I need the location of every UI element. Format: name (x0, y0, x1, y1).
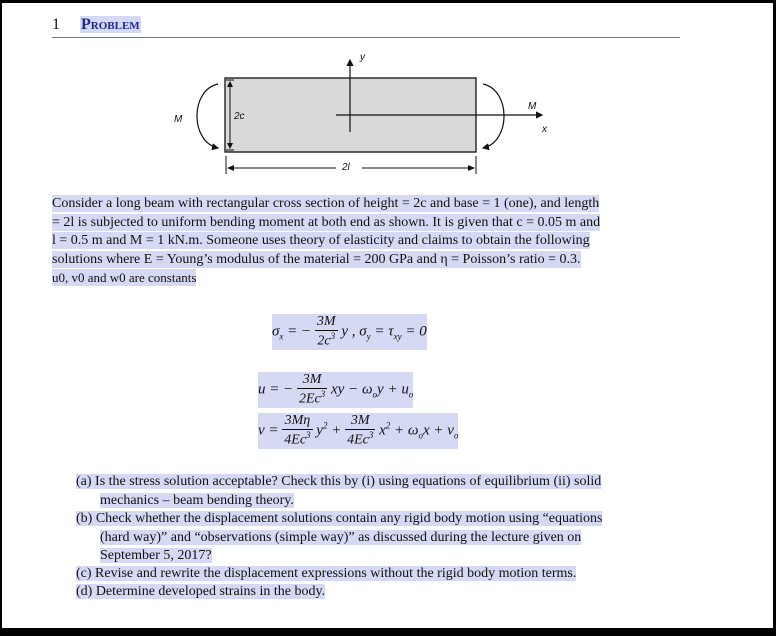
question-b-line-3: September 5, 2017? (100, 548, 212, 563)
question-b-line-2: (hard way)” and “observations (simple way)” as discussed during the lecture given on (100, 529, 582, 545)
question-b-line-1: (b) Check whether the displacement solutions contain any rigid body motion using “equations (76, 511, 603, 526)
section-title: Problem (81, 16, 140, 33)
section-heading (52, 16, 141, 34)
length-label: 2l (342, 162, 350, 173)
stress-fraction: $\frac{3M}{2c^3}$ (316, 314, 336, 349)
stress-equation: $\sigma_x$ = − $\frac{3M}{2c^3}$ y , $\sigma_y = \tau_{xy} = 0$ (272, 314, 427, 349)
heading-rule (52, 37, 680, 38)
right-moment-arrow (483, 84, 504, 148)
moment-left-label: M (174, 114, 183, 125)
v-fraction-1: $\frac{3M\eta}{4Ec^3}$ (284, 413, 311, 448)
question-d (76, 583, 678, 602)
paragraph-line-2: = 2l is subjected to uniform bending moment at both end as shown. It is given that c = 0.05 m and (52, 214, 601, 230)
moment-right-label: M (528, 101, 537, 112)
question-d-line-1: (d) Determine developed strains in the body. (76, 584, 326, 599)
y-axis-label: y (360, 52, 365, 63)
paragraph-line-3: l = 0.5 m and M = 1 kN.m. Someone uses theory of elasticity and claims to obtain the following (52, 233, 590, 248)
x-axis-label: x (542, 124, 547, 135)
v-displacement-equation: v = $\frac{3M\eta}{4Ec^3}$ $y^2$ + $\frac{3M}{4Ec^3}$ $x^2 + \omega_ox + v_o$ (258, 413, 459, 448)
window-border-top (0, 0, 776, 3)
height-label: 2c (234, 111, 245, 122)
question-a (76, 473, 678, 510)
question-b (76, 510, 678, 566)
window-border-bottom (0, 628, 776, 636)
problem-statement (52, 195, 678, 289)
v-fraction-2: $\frac{3M}{4Ec^3}$ (347, 413, 374, 448)
question-c-line-1: (c) Revise and rewrite the displacement expressions without the rigid body motion terms. (76, 566, 577, 581)
section-number: 1 (52, 16, 60, 33)
left-moment-arrow (197, 84, 218, 148)
u-displacement-equation: u = − $\frac{3M}{2Ec^3}$ xy − $\omega_oy + u_o$ (258, 372, 414, 407)
window-border-left (0, 0, 2, 636)
question-c (76, 565, 678, 584)
question-a-line-2: mechanics – beam bending theory. (100, 492, 294, 508)
beam-diagram (150, 44, 570, 194)
paragraph-line-4: solutions where E = Young’s modulus of the material = 200 GPa and η = Poisson’s ratio = 0.3. (52, 251, 581, 267)
eq-sigma: σ (272, 323, 280, 340)
paragraph-line-1: Consider a long beam with rectangular cross section of height = 2c and base = 1 (one), and length (52, 196, 600, 211)
beam-figure (150, 44, 570, 194)
paragraph-line-5: u0, v0 and w0 are constants (52, 270, 197, 285)
question-a-line-1: (a) Is the stress solution acceptable? Check this by (i) using equations of equilibrium (ii) solid (76, 474, 602, 489)
u-fraction: $\frac{3M}{2Ec^3}$ (299, 372, 326, 407)
